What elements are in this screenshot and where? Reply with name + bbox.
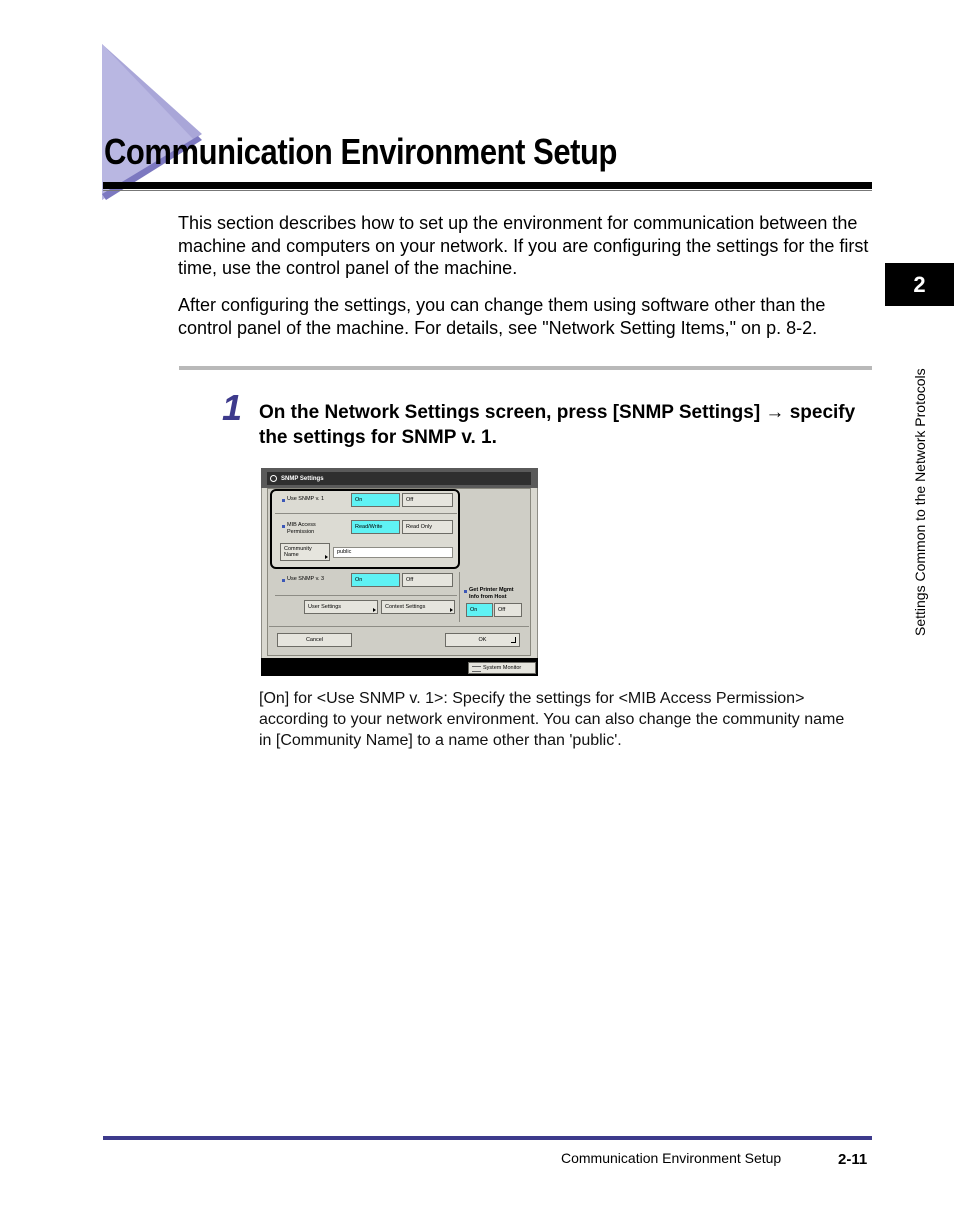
intro-paragraph-1: This section describes how to set up the environment for communication between the machine and computers on your network. If you are configuring the settings for the first time, use the control panel of the machine. [178, 213, 869, 278]
community-name-field[interactable]: public [333, 547, 453, 558]
arrow-right-icon [373, 608, 376, 612]
footer-rule [103, 1136, 872, 1140]
system-monitor-label: System Monitor [483, 665, 522, 671]
arrow-right-icon [325, 555, 328, 559]
panel-title: SNMP Settings [281, 476, 324, 482]
snmp-v3-off-button[interactable]: Off [402, 573, 453, 587]
ok-label: OK [478, 637, 487, 643]
ok-button[interactable] [445, 633, 520, 647]
cancel-button[interactable]: Cancel [277, 633, 352, 647]
context-settings-button[interactable] [381, 600, 455, 614]
snmp-v1-on-button[interactable]: On [351, 493, 400, 507]
step-number: 1 [222, 387, 243, 428]
snmp-v3-on-button[interactable]: On [351, 573, 400, 587]
row-separator [275, 595, 457, 596]
bullet-icon [282, 579, 285, 582]
get-printer-on-button[interactable]: On [466, 603, 493, 617]
arrow-right-icon [450, 608, 453, 612]
monitor-icon [472, 666, 481, 672]
use-snmp-v3-label: Use SNMP v. 3 [287, 576, 325, 582]
community-name-label-line1: Community [284, 546, 312, 552]
section-divider [179, 366, 872, 370]
snmp-settings-screenshot [261, 468, 538, 676]
get-printer-off-button[interactable]: Off [494, 603, 522, 617]
step-caption: [On] for <Use SNMP v. 1>: Specify the settings for <MIB Access Permission> according to your network environment. You can also change the community name in [Community Name] to a name other than 'public'. [259, 690, 845, 749]
row-separator [275, 513, 457, 514]
user-settings-label: User Settings [308, 604, 342, 610]
community-name-label-line2: Name [284, 552, 299, 558]
row-separator [269, 626, 529, 627]
enter-icon [511, 637, 516, 643]
bullet-icon [282, 499, 285, 502]
mib-read-write-button[interactable]: Read/Write [351, 520, 400, 534]
mib-read-only-button[interactable]: Read Only [402, 520, 453, 534]
bullet-icon [282, 525, 285, 528]
chapter-tab: 2 [885, 263, 954, 306]
settings-icon [270, 475, 277, 482]
system-monitor-button[interactable] [468, 662, 536, 674]
snmp-v1-off-button[interactable]: Off [402, 493, 453, 507]
chapter-corner-triangle [102, 44, 202, 200]
page-number: 2-11 [838, 1151, 868, 1168]
title-rule [103, 182, 872, 189]
column-separator [459, 572, 460, 622]
use-snmp-v1-label: Use SNMP v. 1 [287, 496, 325, 502]
intro-paragraph-2: After configuring the settings, you can change them using software other than the control panel of the machine. For details, see "Network Setting Items," on p. 8-2. [178, 295, 826, 338]
get-printer-mgmt-label-line2: Info from Host [469, 594, 507, 600]
get-printer-mgmt-label-line1: Get Printer Mgmt [469, 587, 514, 593]
title-rule-thin [103, 190, 872, 191]
mib-access-label-line2: Permission [287, 529, 315, 535]
user-settings-button[interactable] [304, 600, 378, 614]
bullet-icon [464, 590, 467, 593]
mib-access-label-line1: MIB Access [287, 522, 316, 528]
page-title: Communication Environment Setup [104, 131, 618, 172]
chapter-side-label: Settings Common to the Network Protocols [912, 368, 928, 636]
community-name-button[interactable] [280, 543, 330, 561]
context-settings-label: Context Settings [385, 604, 426, 610]
step-instruction: On the Network Settings screen, press [SNMP Settings] → specify the settings for SNMP v. 1. [259, 402, 856, 448]
footer-section-title: Communication Environment Setup [561, 1150, 782, 1166]
